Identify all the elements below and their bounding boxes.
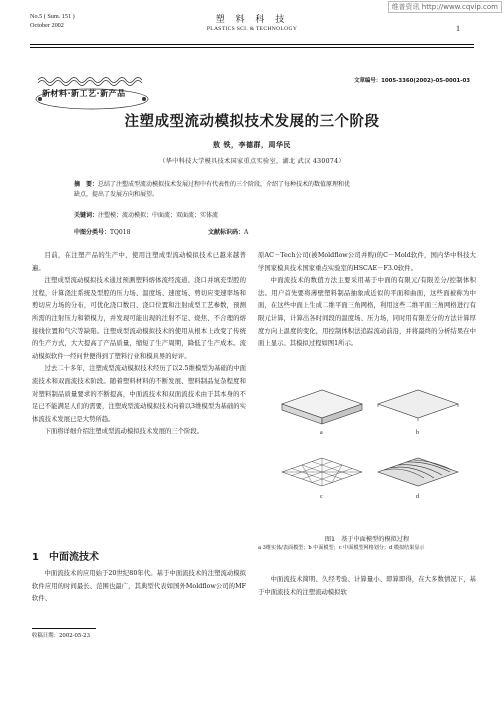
panel-a-solid-model <box>282 390 362 424</box>
header-rule <box>30 44 474 48</box>
keywords-label: 关键词： <box>74 212 99 219</box>
panel-c-mesh <box>282 458 362 486</box>
issue-number: No.5 ( Sum. 151 ) <box>30 13 75 20</box>
figure-note: a 3维实体/表面模型；b 中面模型；c 中面模型网格划分；d 模拟结果显示 <box>258 545 425 551</box>
paragraph: 中面流技术的应用始于20世纪80年代。基于中面流技术的注塑流动模拟软件应用的时间最长、范围也最广，其典型代表如国外Moldflow公司的MF软件、 <box>32 570 246 603</box>
watermark[interactable]: 维普资讯 http://www.cqvip.com <box>388 1 502 13</box>
journal-name-en: PLASTICS SCI. & TECHNOLOGY <box>206 26 298 32</box>
panel-d-result <box>378 458 458 486</box>
clc-value: TQ018 <box>110 229 131 236</box>
right-column-continued <box>258 574 476 599</box>
doc-code-value: A <box>244 229 249 236</box>
figure-panel-label: a <box>320 430 323 436</box>
clc-number <box>74 227 130 236</box>
paragraph: 过去二十多年，注塑成型流动模拟技术经历了以2.5维模型为基础的中面流技术和双面流技术阶段。随着塑料材料的不断发展、塑料制品复杂程度和对塑料制品质量要求的不断提高，中面流技术和双面流技术由于其本身的不足已不能满足人们的需要，注塑成型流动模拟技术向着以3维模型为基础的实体流技术发展已是大势所趋。 <box>32 365 246 423</box>
affiliation: （华中科技大学模具技术国家重点实验室，湖北 武汉 430074） <box>159 158 345 165</box>
figure-1 <box>278 386 462 526</box>
right-column <box>258 250 476 351</box>
left-column-section1 <box>32 568 246 606</box>
issue-date: October 2002 <box>30 22 64 29</box>
abstract <box>74 180 446 200</box>
abstract-label: 摘 要： <box>74 181 99 188</box>
footnote-rule <box>32 628 96 629</box>
doc-code-label: 文献标识码： <box>208 229 245 236</box>
paragraph: 注塑成型流动模拟技术通过预测塑料熔体流经流道、浇口并填充型腔的过程，计算浇注系统及型腔的压力场、温度场、速度场、剪切应变速率场和剪切应力场的分布，可优化浇口数目、浇口位置和注射成型工艺参数，预测所需的注射压力和锁模力，并发现可能出现的注射不足、烧焦、不合理的熔接线位置和气穴等缺陷。注塑成型流动模拟技术的使用从根本上改变了传统的生产方式，大大提高了产品质量，缩短了生产周期，降低了生产成本。流动模拟软件一经问世便得到了塑料行业和模具界的好评。 <box>32 277 246 360</box>
paragraph: 中面流技术简明、久经考验、计算量小、即算即得，在大多数情况下，基于中面流技术的注塑流动模拟软 <box>258 576 476 596</box>
paragraph: 原AC－Tech公司(被Moldflow公司并购)的C－Mold软件，国内华中科技大学国家模具技术国家重点实验室的HSCAE－F3.0软件。 <box>258 252 476 272</box>
journal-name-cn: 塑 料 科 技 <box>215 15 289 25</box>
figure-panel-label: d <box>416 494 419 500</box>
paper-title: 注塑成型流动模拟技术发展的三个阶段 <box>124 114 380 130</box>
keywords <box>74 210 446 219</box>
column-banner <box>32 72 152 112</box>
figure-panel-label: b <box>416 430 419 436</box>
section-heading: 1 中面流技术 <box>32 552 99 563</box>
received-date: 收稿日期：2002-05-23 <box>32 633 91 639</box>
left-column <box>32 250 246 439</box>
article-number: 文章编号：1005-3360(2002)-05-0001-03 <box>354 78 470 84</box>
figure-caption: 图1 基于中面模型的模拟过程 <box>324 536 410 543</box>
clc-label: 中图分类号： <box>74 229 111 236</box>
column-banner-text: 新材料·新工艺·新产品 <box>42 89 126 98</box>
abstract-text-1: 总结了注塑成型流动模拟技术发展过程中有代表性的三个阶段，介绍了每种技术的数值原理和优 <box>98 181 351 188</box>
document-code <box>208 227 248 236</box>
paragraph: 中面流技术的数值方法主要采用基于中面的有限元/有限差分/控制体积法。用户首先要将薄壁塑料制品抽象成近似的平面和曲面，这些面被称为中面，在这些中面上生成二维平面三角网格，利用这些二维平面三角网格进行有限元计算，计算出各时间段的温度场、压力场，同时用有限差分的方法计算厚度方向上温度的变化，用控制体积法追踪流动前沿，并将最终的分析结果在中面上显示。其模拟过程如图1所示。 <box>258 277 476 348</box>
figure-panel-label: c <box>320 494 323 500</box>
authors: 敖 铁，李德群，周华民 <box>213 141 291 149</box>
abstract-text-2: 缺点，提出了发展方向和展望。 <box>74 191 159 198</box>
paragraph: 目前，在注塑产品的生产中，使用注塑成型流动模拟技术已越来越普遍。 <box>32 252 246 272</box>
journal-header <box>0 12 504 32</box>
panel-b-midplane-model <box>378 390 458 421</box>
paragraph: 下面将详细介绍注塑成型流动模拟技术发展的三个阶段。 <box>44 428 204 436</box>
keywords-text: 注塑模；流动模拟；中面流；双面流；实体流 <box>98 212 219 219</box>
page-number: 1 <box>456 24 460 33</box>
figure-1-drawing <box>278 386 462 526</box>
